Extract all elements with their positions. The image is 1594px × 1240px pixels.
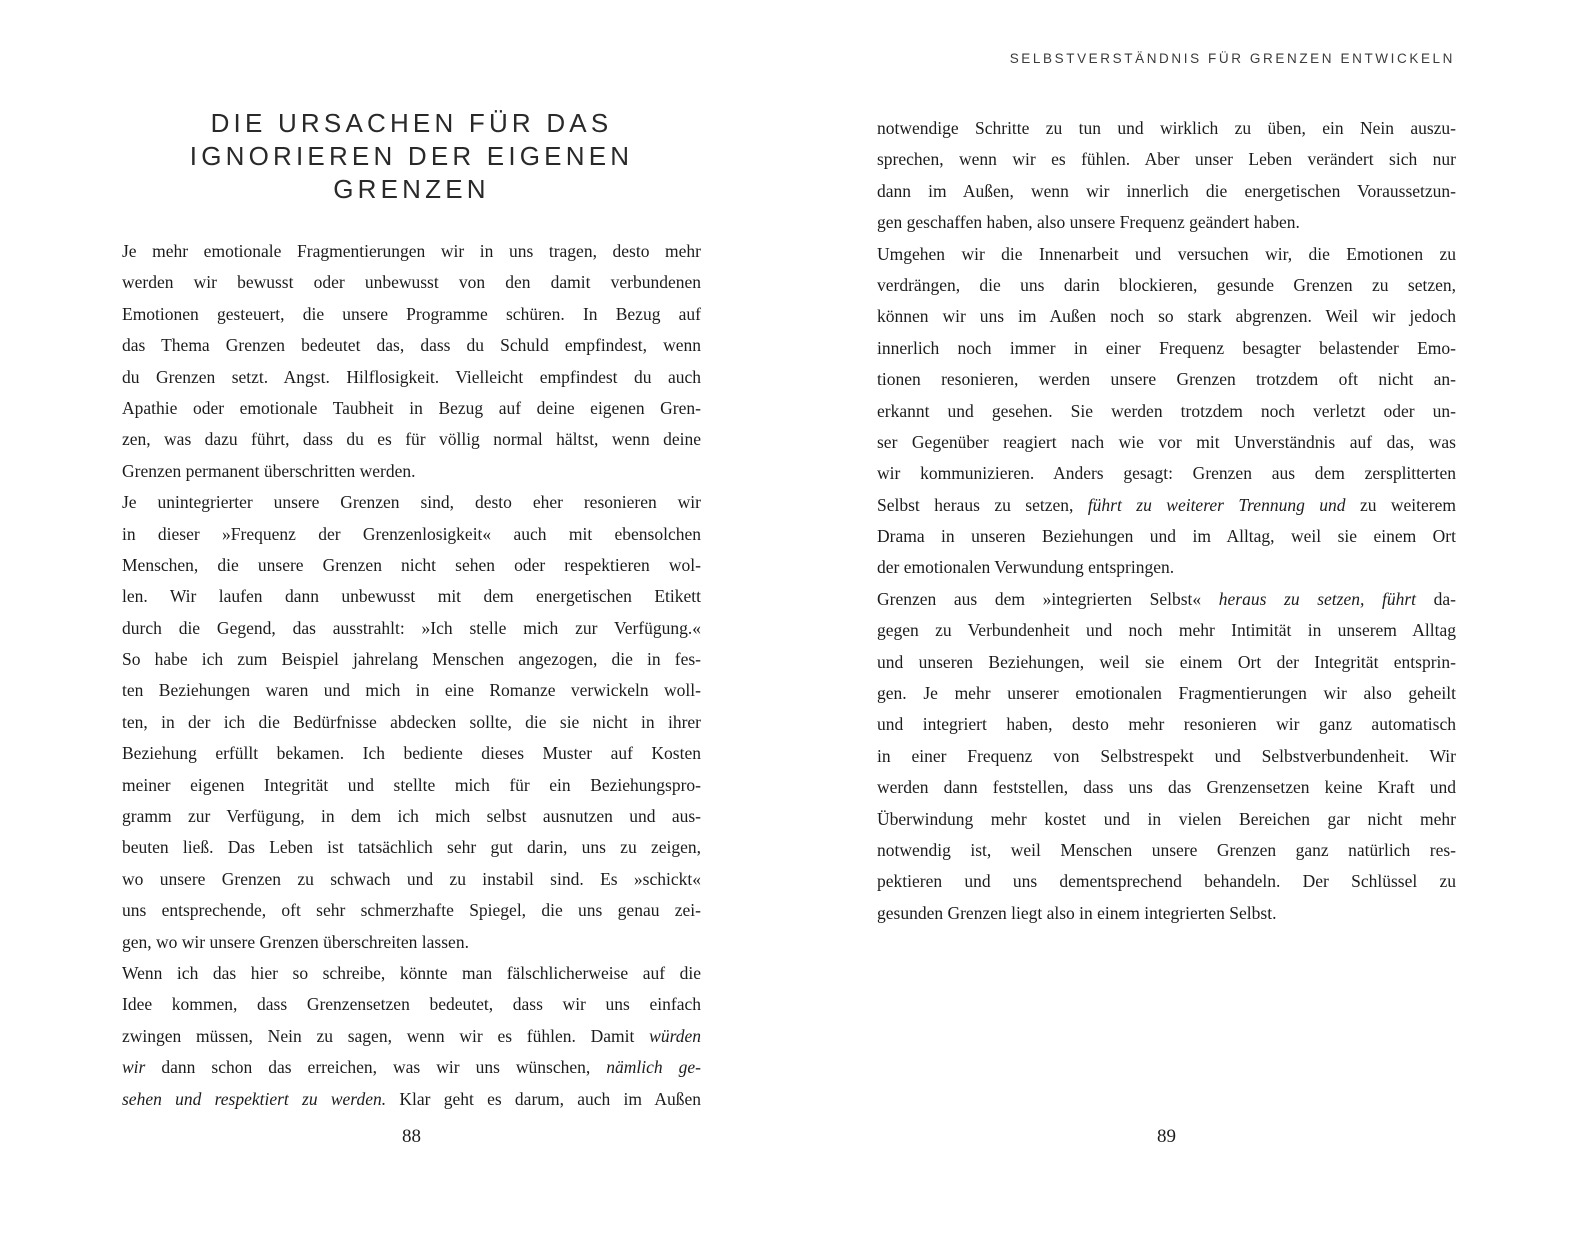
text-line: sprechen, wenn wir es fühlen. Aber unser Leben verändert sich nur	[877, 149, 1456, 170]
text-line: das Thema Grenzen bedeutet das, dass du Schuld empfindest, wenn	[122, 335, 701, 356]
text-line: in dieser »Frequenz der Grenzenlosigkeit« auch mit ebensolchen	[122, 523, 701, 544]
text-line: Apathie oder emotionale Taubheit in Bezug auf deine eigenen Gren-	[122, 397, 701, 418]
body-paragraph	[877, 584, 1456, 929]
text-line: wir kommunizieren. Anders gesagt: Grenzen aus dem zersplitterten	[877, 463, 1456, 484]
text-line: Wenn ich das hier so schreibe, könnte man fälschlicherweise auf die	[122, 962, 701, 983]
body-paragraph	[877, 113, 1456, 239]
body-paragraph	[122, 236, 701, 487]
text-line: und unseren Beziehungen, weil sie einem Ort der Integrität entsprin-	[877, 651, 1456, 672]
page-title-line: DIE URSACHEN FÜR DAS	[210, 108, 613, 138]
text-line: ten, in der ich die Bedürfnisse abdecken sollte, die sie nicht in ihrer	[122, 711, 701, 732]
right-page-body	[877, 113, 1456, 929]
text-line: Emotionen gesteuert, die unsere Programme schüren. In Bezug auf	[122, 303, 701, 324]
left-page	[122, 107, 701, 1115]
text-line: wir dann schon das erreichen, was wir uns wünschen, nämlich ge-	[122, 1057, 701, 1078]
text-line: Je mehr emotionale Fragmentierungen wir in uns tragen, desto mehr	[122, 241, 701, 261]
text-line: tionen resonieren, werden unsere Grenzen trotzdem oft nicht an-	[877, 369, 1456, 390]
text-line: werden wir bewusst oder unbewusst von den damit verbundenen	[122, 272, 701, 293]
text-line: der emotionalen Verwundung entspringen.	[877, 557, 1175, 578]
text-line: pektieren und uns dementsprechend behandeln. Der Schlüssel zu	[877, 871, 1456, 892]
text-line: Drama in unseren Beziehungen und im Alltag, weil sie einem Ort	[877, 526, 1456, 547]
text-line: in einer Frequenz von Selbstrespekt und Selbstverbundenheit. Wir	[877, 745, 1456, 766]
text-line: Je unintegrierter unsere Grenzen sind, desto eher resonieren wir	[122, 492, 701, 513]
text-line: zen, was dazu führt, dass du es für völlig normal hältst, wenn deine	[122, 429, 701, 450]
text-line: durch die Gegend, das ausstrahlt: »Ich stelle mich zur Verfügung.«	[122, 617, 701, 638]
text-line: innerlich noch immer in einer Frequenz besagter belastender Emo-	[877, 337, 1456, 358]
text-line: beuten ließ. Das Leben ist tatsächlich sehr gut darin, uns zu zeigen,	[122, 837, 701, 858]
text-line: notwendig ist, weil Menschen unsere Grenzen ganz natürlich res-	[877, 839, 1456, 860]
page-title-line: IGNORIEREN DER EIGENEN	[189, 141, 634, 171]
text-line: und integriert haben, desto mehr resonieren wir ganz automatisch	[877, 714, 1456, 735]
text-line: können wir uns im Außen noch so stark abgrenzen. Weil wir jedoch	[877, 306, 1456, 327]
text-line: gen geschaffen haben, also unsere Frequenz geändert haben.	[877, 212, 1300, 233]
text-line: wo unsere Grenzen zu schwach und zu instabil sind. Es »schickt«	[122, 868, 701, 889]
text-line: du Grenzen setzt. Angst. Hilflosigkeit. Vielleicht empfindest du auch	[122, 366, 701, 387]
text-line: Selbst heraus zu setzen, führt zu weiterer Trennung und zu weiterem	[877, 494, 1457, 515]
body-paragraph	[122, 487, 701, 958]
text-line: Umgehen wir die Innenarbeit und versuchen wir, die Emotionen zu	[877, 243, 1456, 264]
text-line: Beziehung erfüllt bekamen. Ich bediente dieses Muster auf Kosten	[122, 743, 701, 764]
text-line: Grenzen permanent überschritten werden.	[122, 460, 416, 481]
text-line: Idee kommen, dass Grenzensetzen bedeutet, dass wir uns einfach	[122, 994, 701, 1015]
page-title-line: GRENZEN	[333, 174, 490, 204]
page-title	[122, 107, 701, 206]
body-paragraph	[122, 958, 701, 1115]
running-header: SELBSTVERSTÄNDNIS FÜR GRENZEN ENTWICKELN	[1009, 51, 1455, 66]
text-line: gen, wo wir unsere Grenzen überschreiten lassen.	[122, 931, 469, 952]
text-line: uns entsprechende, oft sehr schmerzhafte Spiegel, die uns genau zei-	[122, 900, 701, 921]
text-line: gramm zur Verfügung, in dem ich mich selbst ausnutzen und aus-	[122, 806, 701, 827]
text-line: gen. Je mehr unserer emotionalen Fragmentierungen wir also geheilt	[877, 683, 1456, 704]
text-line: ten Beziehungen waren und mich in eine Romanze verwickeln woll-	[122, 680, 701, 701]
text-line: Menschen, die unsere Grenzen nicht sehen oder respektieren wol-	[122, 554, 701, 575]
text-line: len. Wir laufen dann unbewusst mit dem energetischen Etikett	[122, 586, 701, 607]
text-line: gegen zu Verbundenheit und noch mehr Intimität in unserem Alltag	[877, 620, 1456, 641]
text-line: So habe ich zum Beispiel jahrelang Menschen angezogen, die in fes-	[122, 649, 701, 670]
left-page-body	[122, 236, 701, 1115]
text-line: werden dann feststellen, dass uns das Grenzensetzen keine Kraft und	[877, 777, 1456, 798]
text-line: sehen und respektiert zu werden. Klar geht es darum, auch im Außen	[122, 1088, 701, 1109]
text-line: gesunden Grenzen liegt also in einem integrierten Selbst.	[877, 902, 1277, 923]
page-number-right: 89	[1157, 1126, 1176, 1147]
page-number-left: 88	[402, 1126, 421, 1147]
body-paragraph	[877, 239, 1456, 584]
text-line: ser Gegenüber reagiert nach wie vor mit Unverständnis auf das, was	[877, 431, 1456, 452]
text-line: verdrängen, die uns darin blockieren, gesunde Grenzen zu setzen,	[877, 274, 1456, 295]
text-line: dann im Außen, wenn wir innerlich die energetischen Voraussetzun-	[877, 180, 1456, 201]
text-line: meiner eigenen Integrität und stellte mich für ein Beziehungspro-	[122, 774, 701, 795]
text-line: notwendige Schritte zu tun und wirklich zu üben, ein Nein auszu-	[877, 118, 1456, 138]
text-line: zwingen müssen, Nein zu sagen, wenn wir es fühlen. Damit würden	[122, 1025, 701, 1046]
text-line: erkannt und gesehen. Sie werden trotzdem noch verletzt oder un-	[877, 400, 1456, 421]
right-page	[877, 113, 1456, 929]
text-line: Überwindung mehr kostet und in vielen Bereichen gar nicht mehr	[877, 808, 1456, 829]
text-line: Grenzen aus dem »integrierten Selbst« heraus zu setzen, führt da-	[877, 588, 1456, 609]
